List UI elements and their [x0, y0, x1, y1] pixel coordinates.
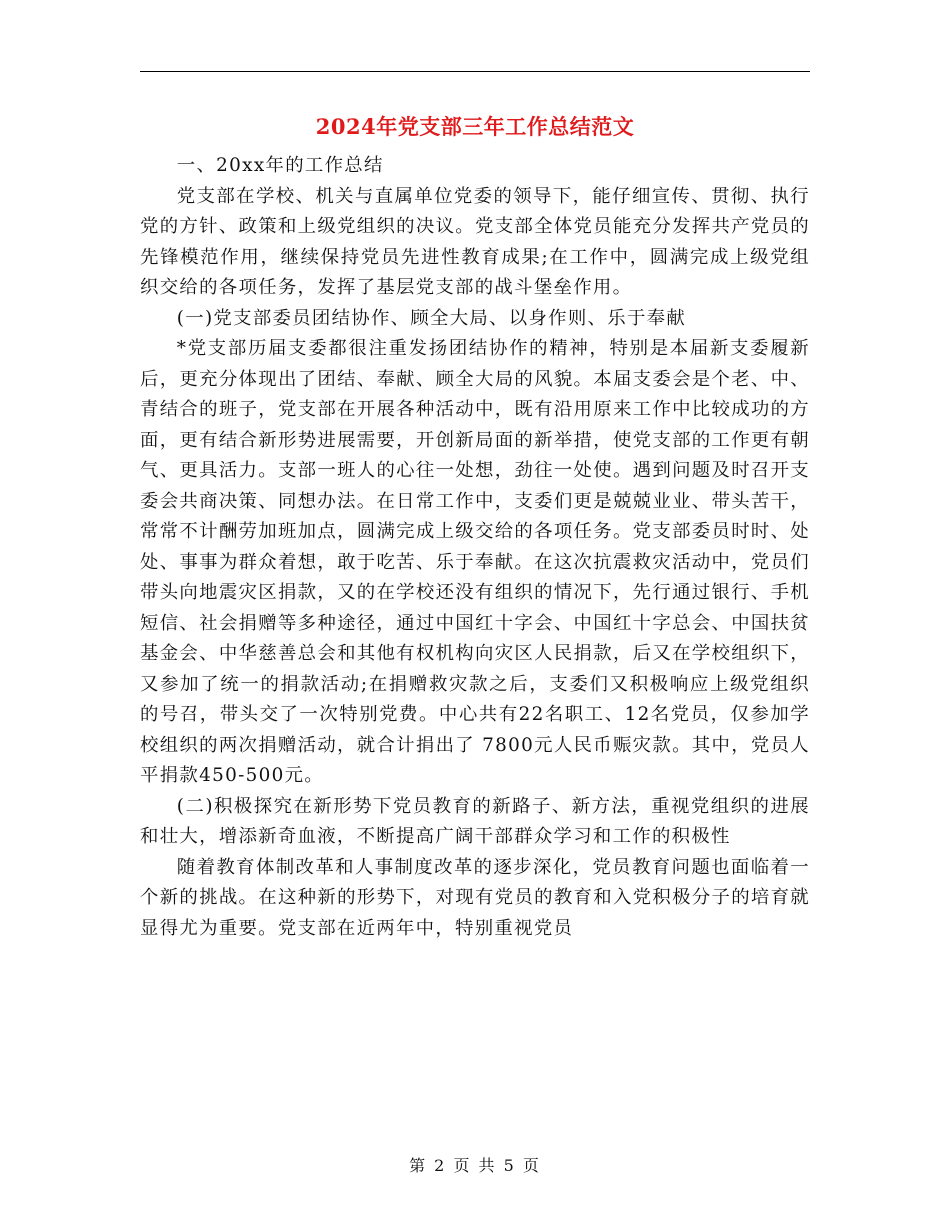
header-rule — [140, 71, 810, 72]
paragraph: *党支部历届支委都很注重发扬团结协作的精神，特别是本届新支委履新后，更充分体现出了团结、奉献、顾全大局的风貌。本届支委会是个老、中、青结合的班子，党支部在开展各种活动中，既有沿用原来工作中比较成功的方面，更有结合新形势进展需要，开创新局面的新举措，使党支部的工作更有朝气、更具活力。支部一班人的心往一处想，劲往一处使。遇到问题及时召开支委会共商决策、同想办法。在日常工作中，支委们更是兢兢业业、带头苦干，常常不计酬劳加班加点，圆满完成上级交给的各项任务。党支部委员时时、处处、事事为群众着想，敢于吃苦、乐于奉献。在这次抗震救灾活动中，党员们带头向地震灾区捐款，又的在学校还没有组织的情况下，先行通过银行、手机短信、社会捐赠等多种途径，通过中国红十字会、中国红十字总会、中国扶贫基金会、中华慈善总会和其他有权机构向灾区人民捐款，后又在学校组织下，又参加了统一的捐款活动;在捐赠救灾款之后，支委们又积极响应上级党组织的号召，带头交了一次特别党费。中心共有22名职工、12名党员，仅参加学校组织的两次捐赠活动，就合计捐出了 7800元人民币赈灾款。其中，党员人平捐款450-500元。 — [140, 338, 810, 786]
document-title: 2024年党支部三年工作总结范文 — [315, 114, 635, 139]
page-number-footer: 第 2 页 共 5 页 — [409, 1156, 541, 1175]
paragraph-subheading: (一)党支部委员团结协作、顾全大局、以身作则、乐于奉献 — [176, 307, 687, 329]
paragraph-subheading: (二)积极探究在新形势下党员教育的新路子、新方法，重视党组织的进展和壮大，增添新奇血液，不断提高广阔干部群众学习和工作的积极性 — [140, 795, 810, 847]
paragraph: 随着教育体制改革和人事制度改革的逐步深化，党员教育问题也面临着一个新的挑战。在这种新的形势下，对现有党员的教育和入党积极分子的培育就显得尤为重要。党支部在近两年中，特别重视党员 — [140, 856, 810, 939]
paragraph: 党支部在学校、机关与直属单位党委的领导下，能仔细宣传、贯彻、执行党的方针、政策和上级党组织的决议。党支部全体党员能充分发挥共产党员的先锋模范作用，继续保持党员先进性教育成果;在工作中，圆满完成上级党组织交给的各项任务，发挥了基层党支部的战斗堡垒作用。 — [140, 185, 810, 298]
paragraph-section-heading: 一、20xx年的工作总结 — [176, 155, 384, 176]
document-body — [140, 151, 810, 944]
